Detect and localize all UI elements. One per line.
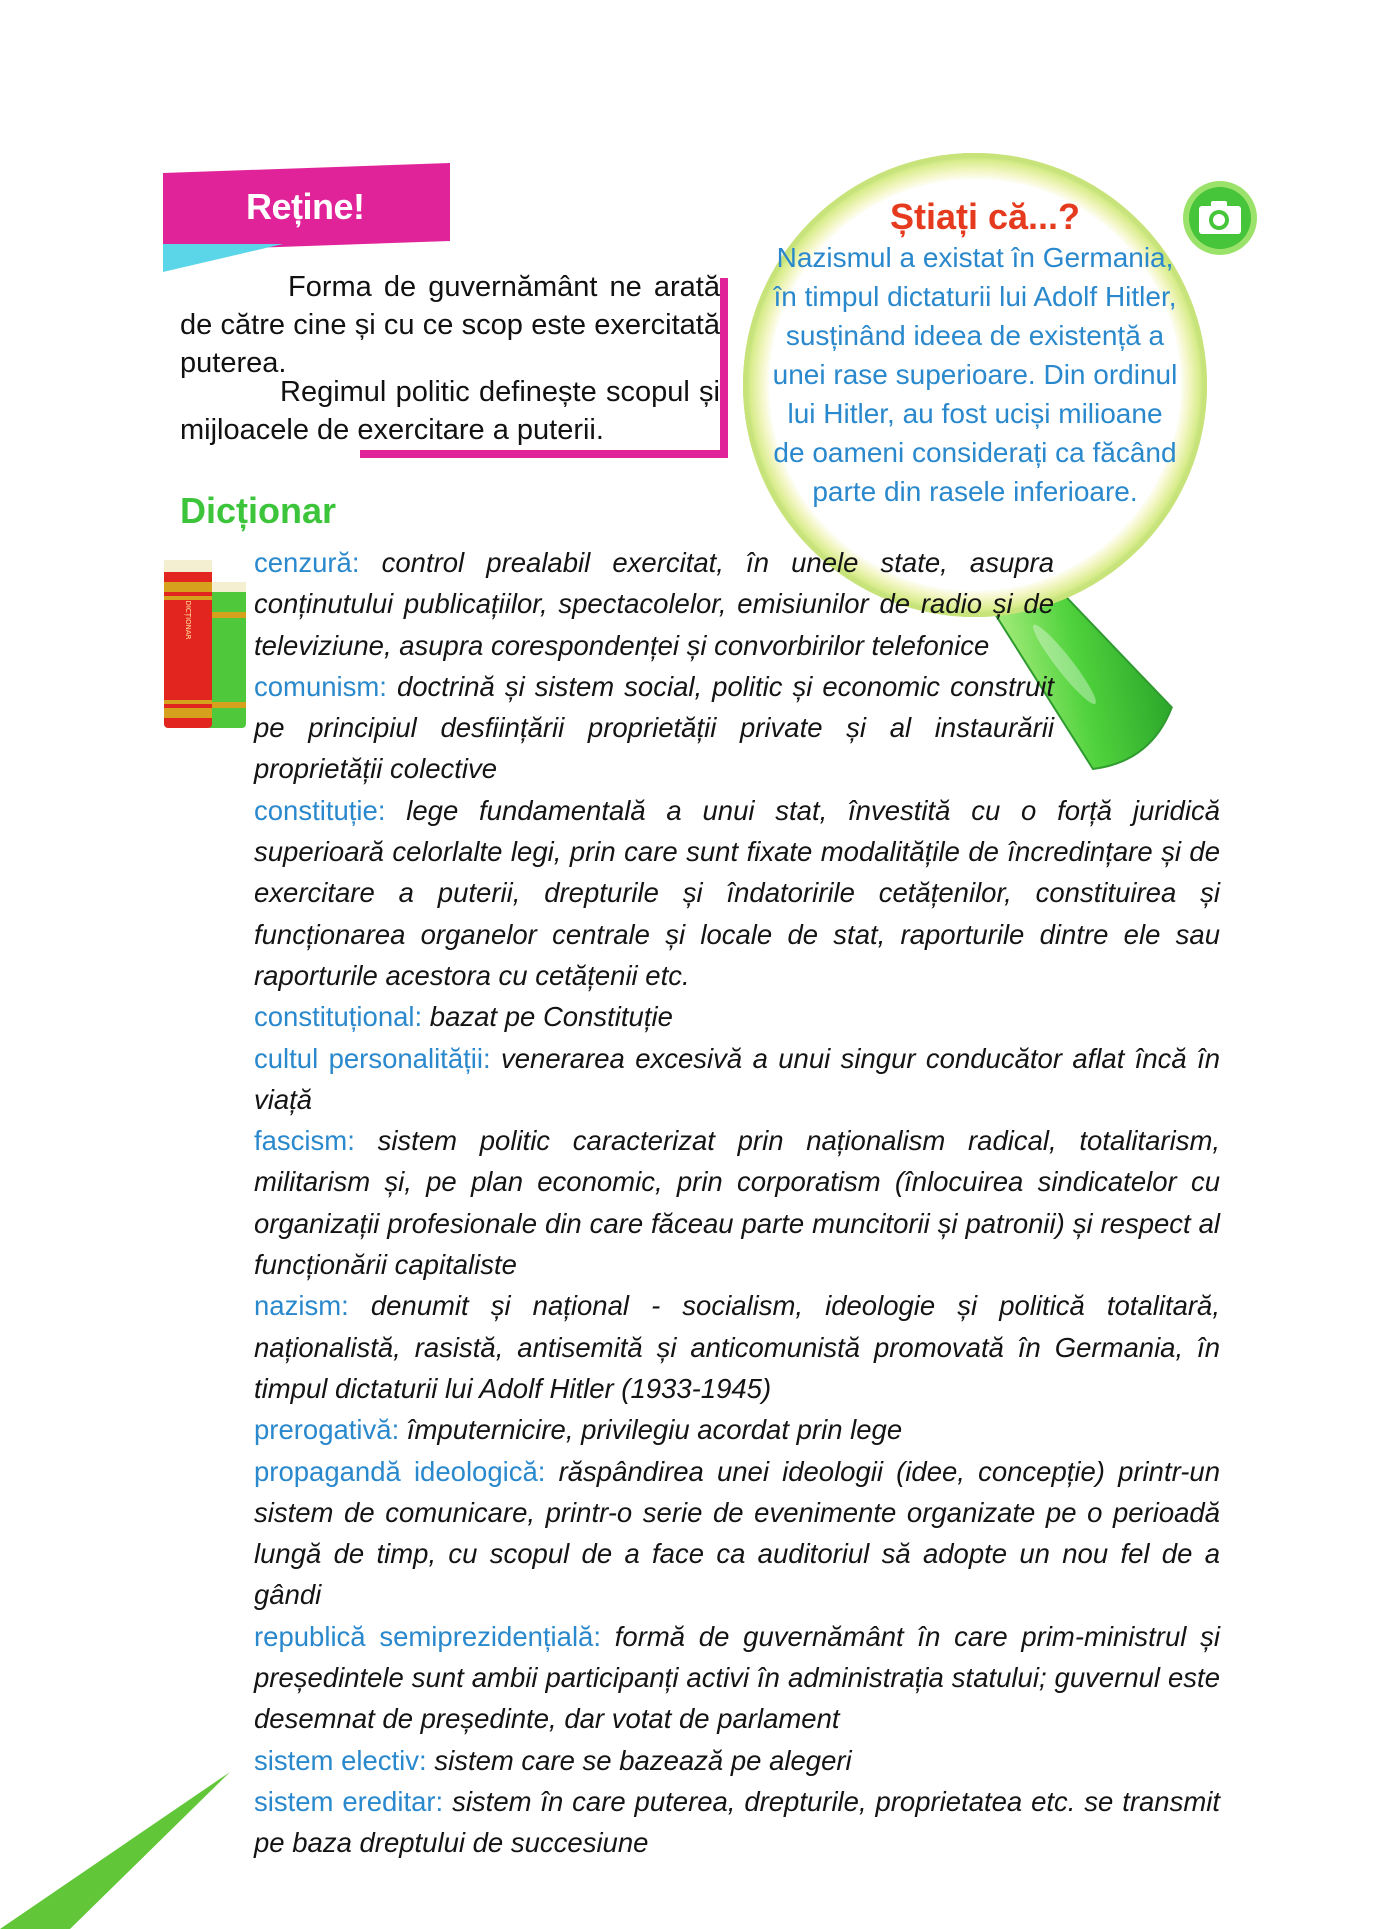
page-number: 20 bbox=[128, 1790, 166, 1828]
dictionary-entry bbox=[254, 1781, 1220, 1864]
books-label: DICȚIONAR bbox=[184, 600, 192, 640]
retine-paragraph-1: Forma de guvernământ ne arată de către cine și cu ce scop este exercitată puterea. bbox=[180, 271, 720, 379]
dictionary-definition: denumit și național - socialism, ideologie și politică totalitară, naționalistă, rasistă, antisemită și anticomunistă promovată în Germania, în timpul dictaturii lui Adolf Hitler (1933-1945) bbox=[254, 1290, 1220, 1404]
dictionary-entry bbox=[254, 1616, 1220, 1740]
dictionary-term: cultul personalității: bbox=[254, 1042, 491, 1074]
dictionary-definition: sistem în care puterea, drepturile, proprietatea etc. se transmit pe baza dreptului de succesiune bbox=[254, 1785, 1220, 1859]
dictionary-term: republică semiprezidențială: bbox=[254, 1620, 601, 1652]
dictionary-entry bbox=[254, 542, 1054, 666]
stiati-title: Știați că...? bbox=[889, 196, 1081, 237]
dictionary-definition: sistem care se bazează pe alegeri bbox=[426, 1744, 852, 1776]
dictionary-definition: lege fundamentală a unui stat, învestită cu o forță juridică superioară celorlalte legi, prin care sunt fixate modalitățile de încredințare și de exercitare a puterii, drepturile și îndatoririle cetățenilor, constituirea și funcționarea organelor centrale și locale de stat, raporturile dintre ele sau raporturile acestora cu cetățenii etc. bbox=[254, 794, 1220, 991]
dictionary-entry bbox=[254, 996, 1220, 1037]
page-corner bbox=[0, 1770, 230, 1929]
dictionary-entry bbox=[254, 666, 1054, 790]
dictionary-term: constituție: bbox=[254, 794, 386, 826]
retine-border-bottom bbox=[360, 450, 728, 458]
dictionary-term: constituțional: bbox=[254, 1001, 423, 1033]
dictionary-term: propagandă ideologică: bbox=[254, 1455, 546, 1487]
dictionary-title: Dicționar bbox=[180, 490, 337, 531]
dictionary-entry bbox=[254, 1038, 1220, 1121]
dictionary-term: nazism: bbox=[254, 1290, 349, 1322]
dictionary-entries bbox=[254, 542, 1220, 1864]
dictionary-entry bbox=[254, 1740, 1220, 1781]
stiati-text: Nazismul a existat în Germania, în timpul dictaturii lui Adolf Hitler, susținând ideea de existență a unei rase superioare. Din ordinul lui Hitler, au fost uciși milioane de oameni considerați ca făcând parte din rasele inferioare. bbox=[772, 242, 1178, 507]
retine-paragraph-2: Regimul politic definește scopul și mijloacele de exercitare a puterii. bbox=[180, 376, 720, 446]
dictionary-term: cenzură: bbox=[254, 547, 360, 578]
dictionary-definition: control prealabil exercitat, în unele state, asupra conținutului publicațiilor, spectacolelor, emisiunilor de radio și de televiziune, asupra corespondenței și convorbirilor telefonice bbox=[254, 547, 1054, 661]
dictionary-term: comunism: bbox=[254, 670, 387, 702]
dictionary-term: sistem ereditar: bbox=[254, 1785, 444, 1817]
dictionary-definition: împuternicire, privilegiu acordat prin lege bbox=[399, 1414, 903, 1446]
dictionary-definition: răspândirea unei ideologii (idee, concepție) printr-un sistem de comunicare, printr-o serie de evenimente organizate pe o perioadă lungă de timp, cu scopul de a face ca auditoriul să adopte un nou fel de a gândi bbox=[254, 1455, 1220, 1611]
dictionary-definition: sistem politic caracterizat prin naționalism radical, totalitarism, militarism și, pe plan economic, prin corporatism (înlocuirea sindicatelor cu organizații profesionale din care făceau parte muncitorii și patronii) și respect al funcționării capitaliste bbox=[254, 1125, 1220, 1281]
dictionary-entry bbox=[254, 1409, 1220, 1450]
dictionary-definition: venerarea excesivă a unui singur conducător aflat încă în viață bbox=[254, 1042, 1221, 1115]
dictionary-definition: formă de guvernământ în care prim-ministrul și președintele sunt ambii participanți activi în administrația statului; guvernul este desemnat de președinte, dar votat de parlament bbox=[254, 1620, 1220, 1735]
dictionary-entry bbox=[254, 790, 1220, 996]
retine-border-right bbox=[720, 278, 728, 458]
dictionary-term: prerogativă: bbox=[254, 1414, 400, 1446]
dictionary-definition: doctrină și sistem social, politic și economic construit pe principiul desființării proprietății private și al instaurării proprietății colective bbox=[254, 670, 1054, 785]
dictionary-entry bbox=[254, 1120, 1220, 1285]
retine-title: Reține! bbox=[246, 186, 365, 227]
camera-icon bbox=[1182, 180, 1258, 256]
dictionary-entry bbox=[254, 1451, 1220, 1616]
dictionary-term: fascism: bbox=[254, 1125, 355, 1157]
dictionary-term: sistem electiv: bbox=[254, 1744, 427, 1776]
dictionary-entry bbox=[254, 1285, 1220, 1409]
books-icon bbox=[160, 552, 250, 732]
dictionary-definition: bazat pe Constituție bbox=[422, 1001, 673, 1033]
